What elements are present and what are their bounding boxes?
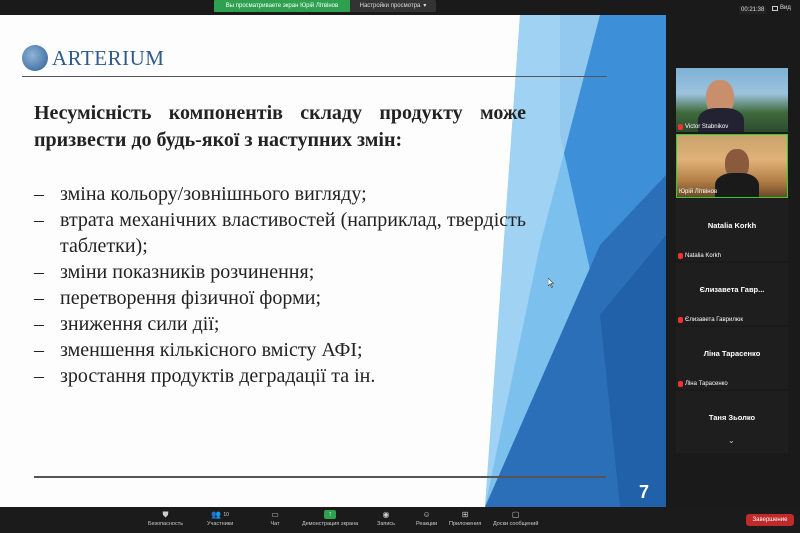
tile-name-label <box>678 124 728 130</box>
participant-name: Єлизавета Гаврилюк <box>685 317 743 323</box>
scroll-down-chevron-icon[interactable]: ⌄ <box>728 436 735 445</box>
mic-muted-icon <box>678 253 683 259</box>
bullet-text: втрата механічних властивостей (наприклад, твердість таблетки); <box>60 209 526 257</box>
end-meeting-button[interactable]: Завершение <box>746 514 794 526</box>
bottom-divider <box>34 476 606 478</box>
participant-name: Natalia Korkh <box>685 253 722 259</box>
bullet-dash: – <box>34 339 44 361</box>
bullet-text: зміни показників розчинення; <box>60 261 315 283</box>
reactions-label: Реакции <box>416 521 438 527</box>
list-item <box>34 207 526 259</box>
tile-name-label <box>678 381 728 387</box>
record-icon: ◉ <box>382 510 390 519</box>
chat-icon: ▭ <box>271 510 279 519</box>
bullet-dash: – <box>34 183 44 205</box>
share-screen-icon: ↑ <box>324 510 336 519</box>
smiley-icon: ☺ <box>422 510 431 519</box>
mouse-cursor-icon <box>548 278 554 288</box>
tile-name-label <box>678 253 721 259</box>
meeting-timer: 00:21:38 <box>741 7 765 13</box>
bullet-text: перетворення фізичної форми; <box>60 287 321 309</box>
video-tile[interactable] <box>676 68 788 132</box>
share-message: Вы просматриваете экран Юрій Літвінов <box>214 0 350 12</box>
list-item <box>34 311 526 337</box>
apps-icon: ⊞ <box>461 510 469 519</box>
security-button[interactable] <box>148 510 183 527</box>
bullet-dash: – <box>34 365 44 387</box>
participants-button[interactable] <box>207 510 233 527</box>
participant-name: Юрій Літвінов <box>679 189 718 195</box>
chat-button[interactable] <box>270 510 280 527</box>
list-item <box>34 363 526 389</box>
view-layout-icon <box>772 6 778 11</box>
video-tile-active-speaker[interactable] <box>676 134 788 198</box>
mic-muted-icon <box>678 124 683 130</box>
list-item <box>34 181 526 207</box>
bullet-text: зміна кольору/зовнішнього вигляду; <box>60 183 367 205</box>
bullet-text: зменшення кількісного вмісту АФІ; <box>60 339 363 361</box>
participant-name-center: Таня Зьолко <box>708 413 756 422</box>
apps-button[interactable] <box>449 510 481 527</box>
screen-share-bar <box>214 0 436 12</box>
share-screen-label: Демонстрация экрана <box>302 521 359 527</box>
arterium-logo <box>22 45 164 71</box>
list-item <box>34 337 526 363</box>
view-label: Вид <box>780 5 791 11</box>
participant-name-center: Ліна Тарасенко <box>703 349 761 358</box>
bullet-list <box>34 181 526 389</box>
slide-page-number: 7 <box>639 482 650 502</box>
whiteboards-label: Доски сообщений <box>493 521 539 527</box>
logo-text: ARTERIUM <box>52 45 165 70</box>
view-settings-label: Настройки просмотра <box>359 3 421 9</box>
list-item <box>34 259 526 285</box>
name-tile[interactable] <box>676 327 788 389</box>
participants-label: Участники <box>207 521 234 527</box>
mic-muted-icon <box>678 317 683 323</box>
bullet-dash: – <box>34 313 44 335</box>
tile-name-label <box>678 317 743 323</box>
bullet-text: зростання продуктів деградації та ін. <box>60 365 376 387</box>
participant-name-center: Natalia Korkh <box>707 221 757 230</box>
chat-label: Чат <box>270 521 280 527</box>
participant-name-center: Єлизавета Гавр... <box>699 285 765 294</box>
shared-slide <box>0 15 666 507</box>
tile-name-label <box>679 189 717 195</box>
whiteboards-button[interactable] <box>493 510 538 527</box>
whiteboard-icon: ▢ <box>511 510 520 519</box>
share-screen-button[interactable] <box>302 510 358 527</box>
meeting-toolbar <box>0 507 800 533</box>
slide-title: Несумісність компонентів складу продукту може призвести до будь-якої з наступних змін: <box>34 102 526 151</box>
participants-icon: 👥 10 <box>211 510 229 519</box>
name-tile[interactable] <box>676 263 788 325</box>
record-label: Запись <box>377 521 396 527</box>
security-label: Безопасность <box>148 521 184 527</box>
name-tile[interactable] <box>676 199 788 261</box>
record-button[interactable] <box>377 510 395 527</box>
view-button[interactable] <box>772 5 791 11</box>
bullet-text: зниження сили дії; <box>60 313 220 335</box>
participant-body <box>715 173 759 198</box>
reactions-button[interactable] <box>416 510 437 527</box>
participants-gallery <box>676 56 788 450</box>
logo-mark-icon <box>22 45 48 71</box>
view-settings-button[interactable] <box>350 0 436 12</box>
bullet-dash: – <box>34 261 44 283</box>
shield-icon: ⛊ <box>162 509 169 519</box>
participant-name: Ліна Тарасенко <box>685 381 728 387</box>
participant-name: Victor Stabnikov <box>685 124 729 130</box>
chevron-down-icon: ▾ <box>423 3 427 9</box>
list-item <box>34 285 526 311</box>
bullet-dash: – <box>34 209 44 231</box>
top-divider <box>22 76 607 77</box>
apps-label: Приложения <box>449 521 482 527</box>
bullet-dash: – <box>34 287 44 309</box>
mic-muted-icon <box>678 381 683 387</box>
participants-count: 10 <box>223 511 229 518</box>
